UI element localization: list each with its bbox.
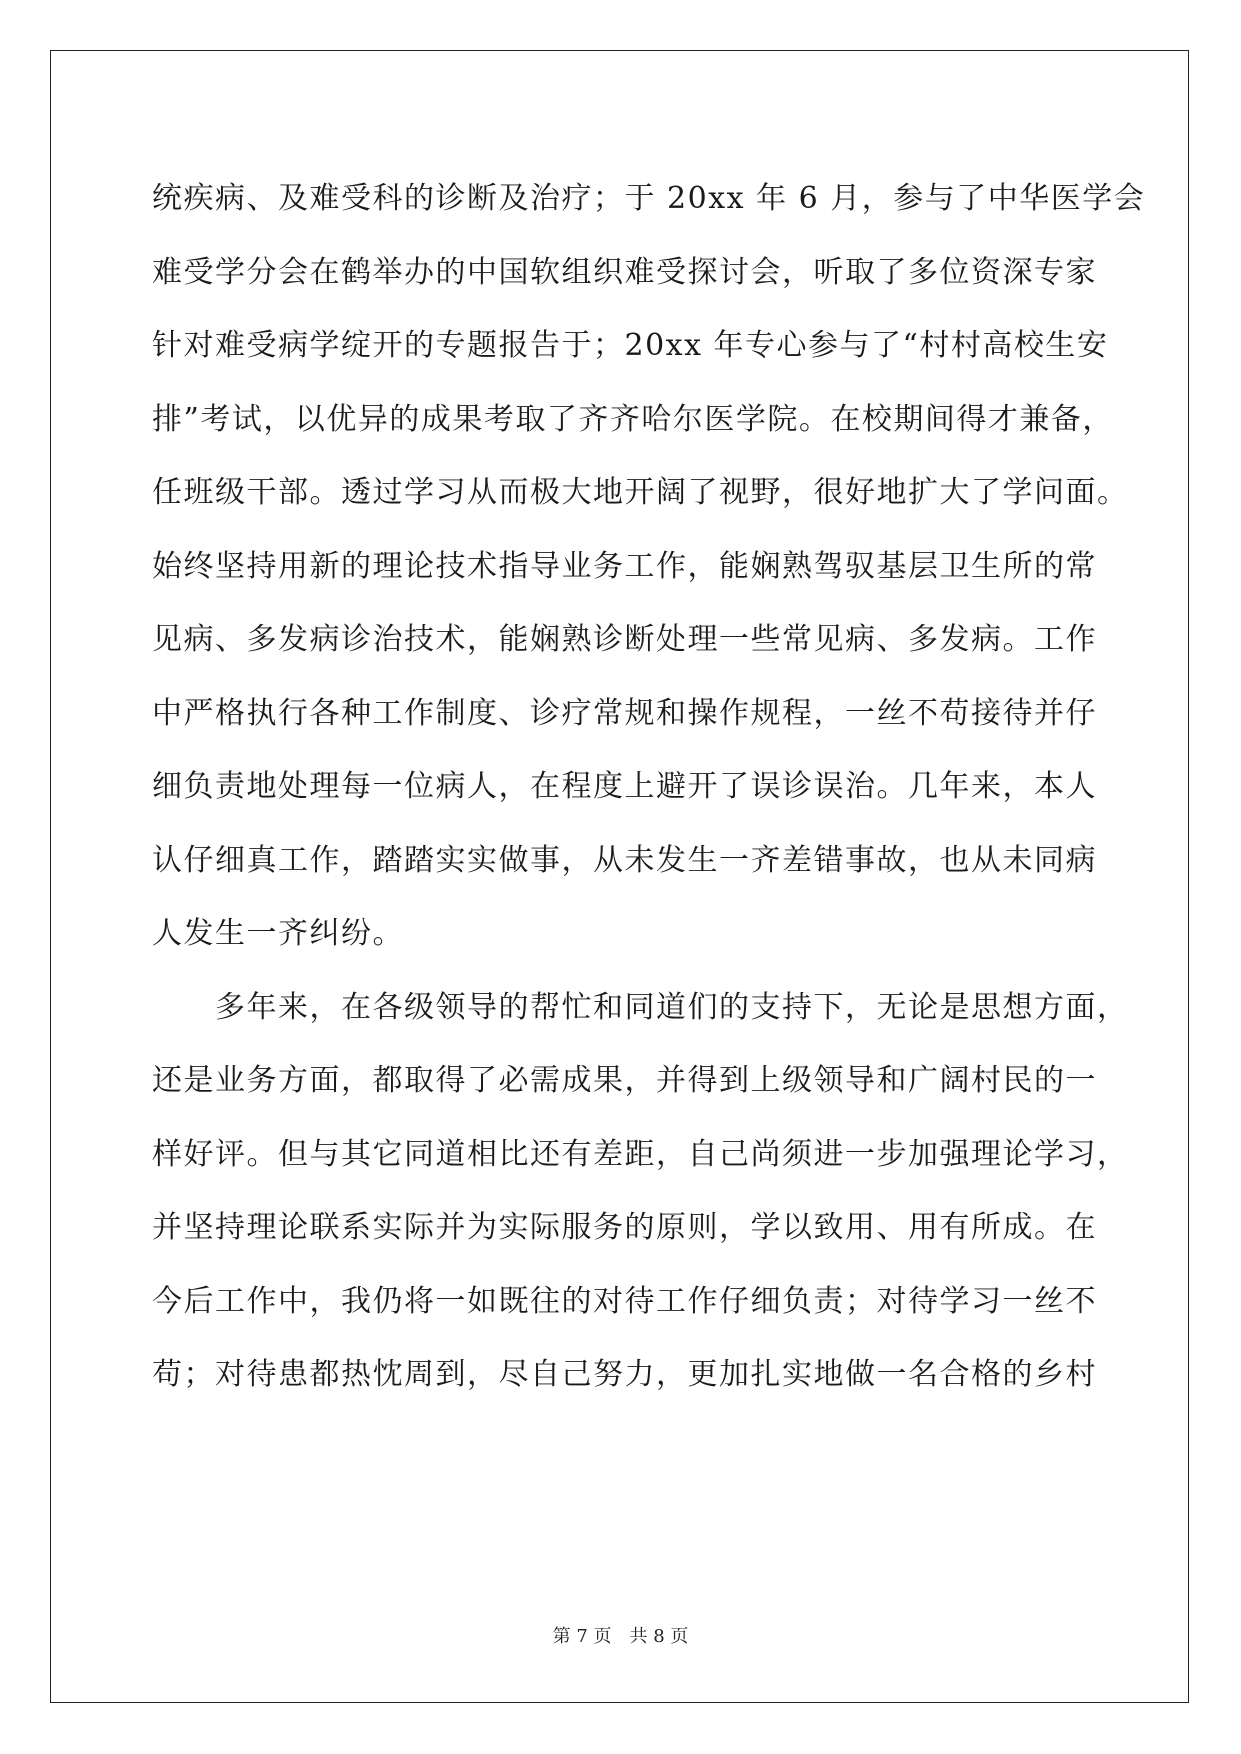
text-line: 今后工作中，我仍将一如既往的对待工作仔细负责；对待学习一丝不 (152, 1283, 1097, 1319)
text-line: 苟；对待患都热忱周到，尽自己努力，更加扎实地做一名合格的乡村 (152, 1357, 1097, 1392)
text-line: 多年来，在各级领导的帮忙和同道们的支持下，无论是思想方面， (215, 989, 1129, 1025)
paragraph (152, 971, 1129, 1412)
text-line: 样好评。但与其它同道相比还有差距，自己尚须进一步加强理论学习， (152, 1136, 1129, 1172)
text-line: 认仔细真工作，踏踏实实做事，从未发生一齐差错事故，也从未同病 (152, 842, 1097, 878)
text-line: 还是业务方面，都取得了必需成果，并得到上级领导和广阔村民的一 (152, 1063, 1097, 1098)
paragraph (152, 162, 1146, 971)
text-line: 始终坚持用新的理论技术指导业务工作，能娴熟驾驭基层卫生所的常 (152, 548, 1097, 584)
text-line: 人发生一齐纠纷。 (152, 916, 404, 951)
document-body (152, 162, 1146, 1412)
page-footer: 第 7 页 共 8 页 (552, 1626, 689, 1647)
text-line: 针对难受病学绽开的专题报告于；20xx 年专心参与了“村村高校生安 (152, 328, 1109, 363)
text-line: 并坚持理论联系实际并为实际服务的原则，学以致用、用有所成。在 (152, 1210, 1097, 1245)
text-line: 排”考试，以优异的成果考取了齐齐哈尔医学院。在校期间得才兼备， (152, 401, 1114, 437)
text-line: 统疾病、及难受科的诊断及治疗；于 20xx 年 6 月，参与了中华医学会 (152, 181, 1146, 216)
text-line: 任班级干部。透过学习从而极大地开阔了视野，很好地扩大了学问面。 (152, 475, 1129, 510)
text-line: 难受学分会在鹤举办的中国软组织难受探讨会，听取了多位资深专家 (152, 254, 1097, 290)
text-line: 见病、多发病诊治技术，能娴熟诊断处理一些常见病、多发病。工作 (152, 622, 1097, 657)
text-line: 中严格执行各种工作制度、诊疗常规和操作规程，一丝不苟接待并仔 (152, 695, 1097, 731)
text-line: 细负责地处理每一位病人，在程度上避开了误诊误治。几年来，本人 (152, 769, 1097, 804)
